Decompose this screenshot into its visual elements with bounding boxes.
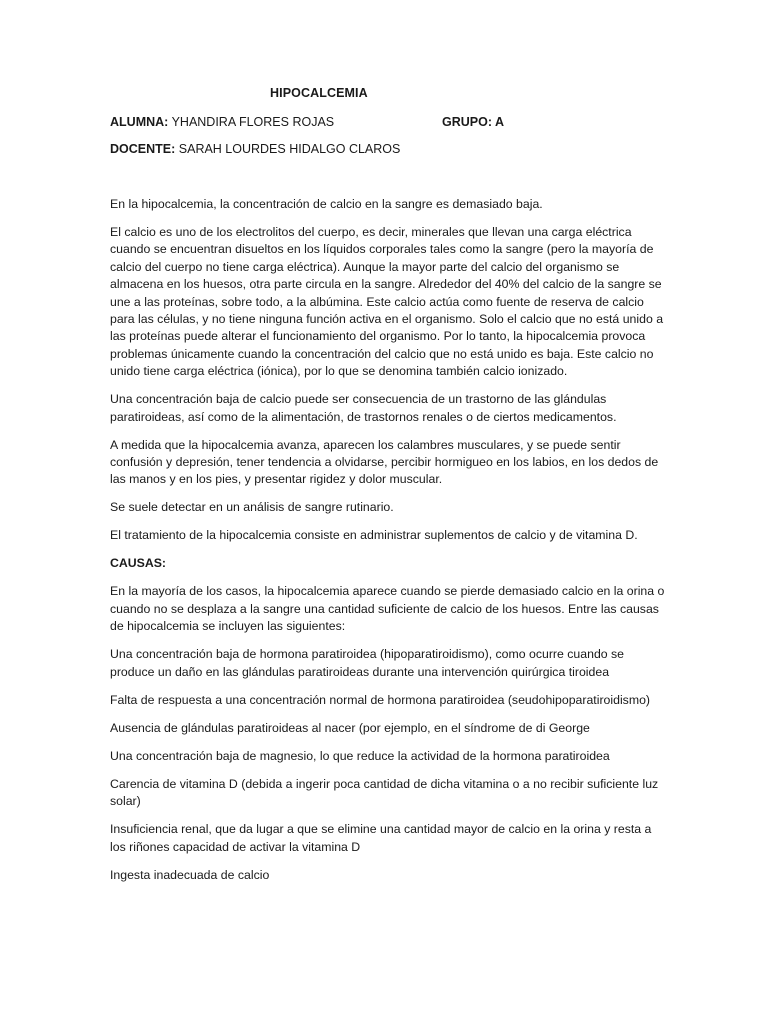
causes-heading: CAUSAS: (110, 556, 167, 571)
cause-item: Ausencia de glándulas paratiroideas al nacer (por ejemplo, en el síndrome de di George (110, 720, 590, 735)
paragraph-symptoms: A medida que la hipocalcemia avanza, aparecen los calambres musculares, y se puede sentir confusión y depresión, tener tendencia a olvidarse, percibir hormigueo en los labios, en los dedos de las manos y en los pies, y presentar rigidez y dolor muscular. (110, 437, 659, 487)
teacher-name: SARAH LOURDES HIDALGO CLAROS (178, 142, 401, 156)
document-title: HIPOCALCEMIA (270, 86, 368, 100)
paragraph-calcium: El calcio es uno de los electrolitos del cuerpo, es decir, minerales que llevan una carga eléctrica cuando se encuentran disueltos en los líquidos corporales tales como la sangre (pero la mayoría de calcio del cuerpo no tiene carga eléctrica). Aunque la mayor parte del calcio del organismo se almacena en los huesos, otra parte circula en la sangre. Alrededor del 40% del calcio de la sangre se une a las proteínas, sobre todo, a la albúmina. Este calcio actúa como fuente de reserva de calcio para las células, y no tiene ninguna función activa en el organismo. Solo el calcio que no está unido a las proteínas puede alterar el funcionamiento del organismo. Por lo tanto, la hipocalcemia provoca problemas únicamente cuando la concentración del calcio que no está unido es baja. Este calcio no unido tiene carga eléctrica (iónica), por lo que se denomina también calcio ionizado. (110, 225, 664, 379)
cause-item: Falta de respuesta a una concentración normal de hormona paratiroidea (seudohipoparatiroidismo) (110, 692, 651, 707)
paragraph-detection: Se suele detectar en un análisis de sangre rutinario. (110, 500, 394, 515)
cause-item: Ingesta inadecuada de calcio (110, 867, 270, 882)
cause-item: Una concentración baja de magnesio, lo que reduce la actividad de la hormona paratiroidea (110, 748, 610, 763)
teacher-line (110, 142, 400, 156)
student-label: ALUMNA: (110, 115, 169, 129)
teacher-label: DOCENTE: (110, 142, 176, 156)
student-line (110, 115, 334, 129)
group-label: GRUPO: A (442, 115, 505, 129)
document-body (110, 196, 665, 895)
paragraph-definition: En la hipocalcemia, la concentración de calcio en la sangre es demasiado baja. (110, 197, 543, 211)
cause-item: Carencia de vitamina D (debida a ingerir poca cantidad de dicha vitamina o a no recibir suficiente luz solar) (110, 776, 659, 809)
paragraph-origin: Una concentración baja de calcio puede ser consecuencia de un trastorno de las glándulas paratiroideas, así como de la alimentación, de trastornos renales o de ciertos medicamentos. (110, 392, 617, 424)
cause-item: Insuficiencia renal, que da lugar a que se elimine una cantidad mayor de calcio en la orina y resta a los riñones capacidad de activar la vitamina D (110, 822, 652, 854)
cause-item: Una concentración baja de hormona paratiroidea (hipoparatiroidismo), como ocurre cuando se produce un daño en las glándulas paratiroideas durante una intervención quirúrgica tiroidea (110, 647, 625, 679)
student-name: YHANDIRA FLORES ROJAS (171, 115, 335, 129)
causes-intro: En la mayoría de los casos, la hipocalcemia aparece cuando se pierde demasiado calcio en la orina o cuando no se desplaza a la sangre una cantidad suficiente de calcio de los huesos. Entre las causas de hipocalcemia se incluyen las siguientes: (110, 584, 665, 634)
paragraph-treatment: El tratamiento de la hipocalcemia consiste en administrar suplementos de calcio y de vitamina D. (110, 528, 638, 543)
